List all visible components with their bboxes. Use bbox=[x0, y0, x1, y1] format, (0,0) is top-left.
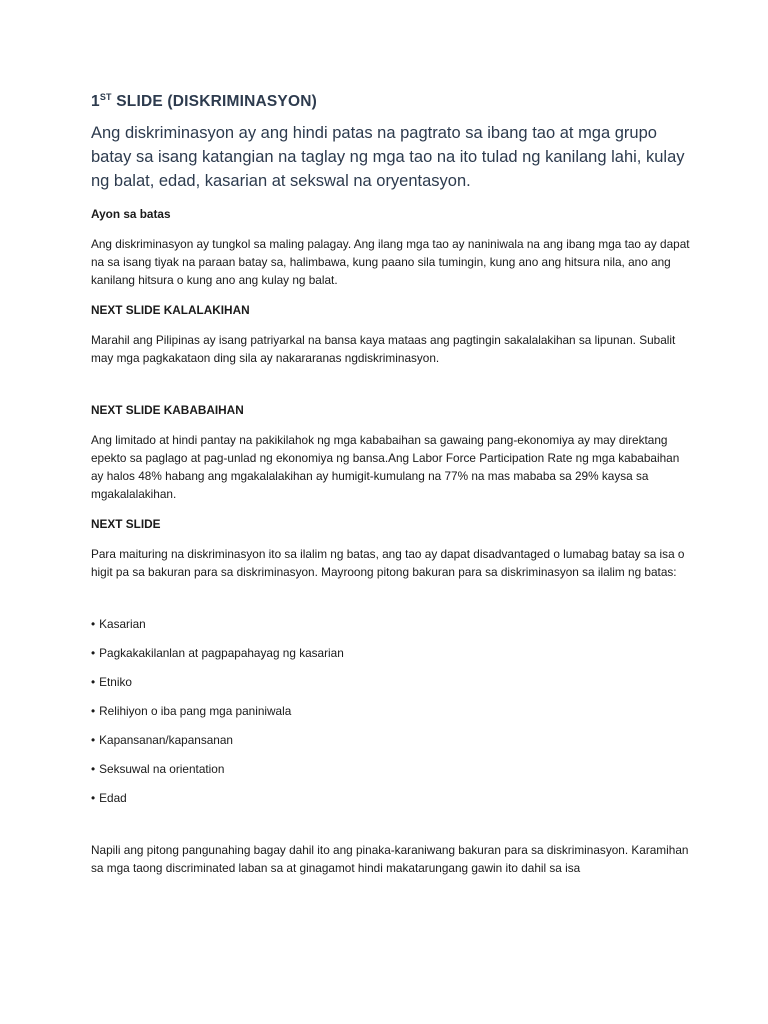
title-number: 1 bbox=[91, 93, 100, 110]
bullet-glyph: • bbox=[91, 762, 96, 776]
title-superscript: ST bbox=[99, 92, 112, 102]
bullet-glyph: • bbox=[91, 704, 96, 718]
bullet-glyph: • bbox=[91, 675, 96, 689]
heading-next-slide: NEXT SLIDE bbox=[91, 517, 161, 531]
list-item bbox=[91, 673, 691, 691]
list-item-text: Edad bbox=[99, 791, 127, 805]
list-item bbox=[91, 615, 691, 633]
list-item bbox=[91, 644, 691, 662]
paragraph-kababaihan: Ang limitado at hindi pantay na pakikilahok ng mga kababaihan sa gawaing pang-ekonomiya ay may direktang epekto sa paglago at pag-unlad ng ekonomiya ng bansa.Ang Labor Force Participation Rate ng mga kababaihan ay halos 48% habang ang mgakalalakihan ay humigit-kumulang na 77% na mas mababa sa 29% kaysa sa mgakalalakihan. bbox=[91, 433, 680, 501]
list-item bbox=[91, 789, 691, 807]
heading-kalalakihan: NEXT SLIDE KALALAKIHAN bbox=[91, 303, 250, 317]
list-item-text: Seksuwal na orientation bbox=[99, 762, 225, 776]
bullet-glyph: • bbox=[91, 646, 96, 660]
bullet-glyph: • bbox=[91, 733, 96, 747]
heading-ayon-sa-batas: Ayon sa batas bbox=[91, 207, 171, 221]
slide-title bbox=[91, 92, 691, 111]
paragraph-next-slide: Para maituring na diskriminasyon ito sa ilalim ng batas, ang tao ay dapat disadvantaged o lumabag batay sa isa o higit pa sa bakuran para sa diskriminasyon. Mayroong pitong bakuran para sa diskriminasyon sa ilalim ng batas: bbox=[91, 547, 685, 579]
bullet-glyph: • bbox=[91, 791, 96, 805]
paragraph-final: Napili ang pitong pangunahing bagay dahil ito ang pinaka-karaniwang bakuran para sa diskriminasyon. Karamihan sa mga taong discriminated laban sa at ginagamot hindi makatarungang gawin ito dahil sa isa bbox=[91, 843, 689, 875]
lead-paragraph: Ang diskriminasyon ay ang hindi patas na pagtrato sa ibang tao at mga grupo batay sa isang katangian na taglay ng mga tao na ito tulad ng kanilang lahi, kulay ng balat, edad, kasarian at sekswal na oryentasyon. bbox=[91, 124, 685, 190]
grounds-list bbox=[91, 615, 691, 807]
list-item-text: Pagkakakilanlan at pagpapahayag ng kasarian bbox=[99, 646, 344, 660]
document-page bbox=[91, 92, 691, 891]
bullet-glyph: • bbox=[91, 617, 96, 631]
list-item-text: Kasarian bbox=[99, 617, 146, 631]
list-item-text: Relihiyon o iba pang mga paniniwala bbox=[99, 704, 292, 718]
list-item bbox=[91, 731, 691, 749]
heading-kababaihan: NEXT SLIDE KABABAIHAN bbox=[91, 403, 244, 417]
list-item bbox=[91, 702, 691, 720]
paragraph-kalalakihan: Marahil ang Pilipinas ay isang patriyarkal na bansa kaya mataas ang pagtingin sakalalakihan sa lipunan. Subalit may mga pagkakataon ding sila ay nakararanas ngdiskriminasyon. bbox=[91, 333, 676, 365]
list-item bbox=[91, 760, 691, 778]
paragraph-ayon-sa-batas: Ang diskriminasyon ay tungkol sa maling palagay. Ang ilang mga tao ay naniniwala na ang ibang mga tao ay dapat na sa isang tiyak na paraan batay sa, halimbawa, kung paano sila tumingin, kung ano ang hitsura nila, ano ang kanilang hitsura o kung ano ang kulay ng balat. bbox=[91, 237, 690, 287]
title-text: SLIDE (DISKRIMINASYON) bbox=[111, 93, 317, 110]
list-item-text: Etniko bbox=[99, 675, 132, 689]
list-item-text: Kapansanan/kapansanan bbox=[99, 733, 233, 747]
